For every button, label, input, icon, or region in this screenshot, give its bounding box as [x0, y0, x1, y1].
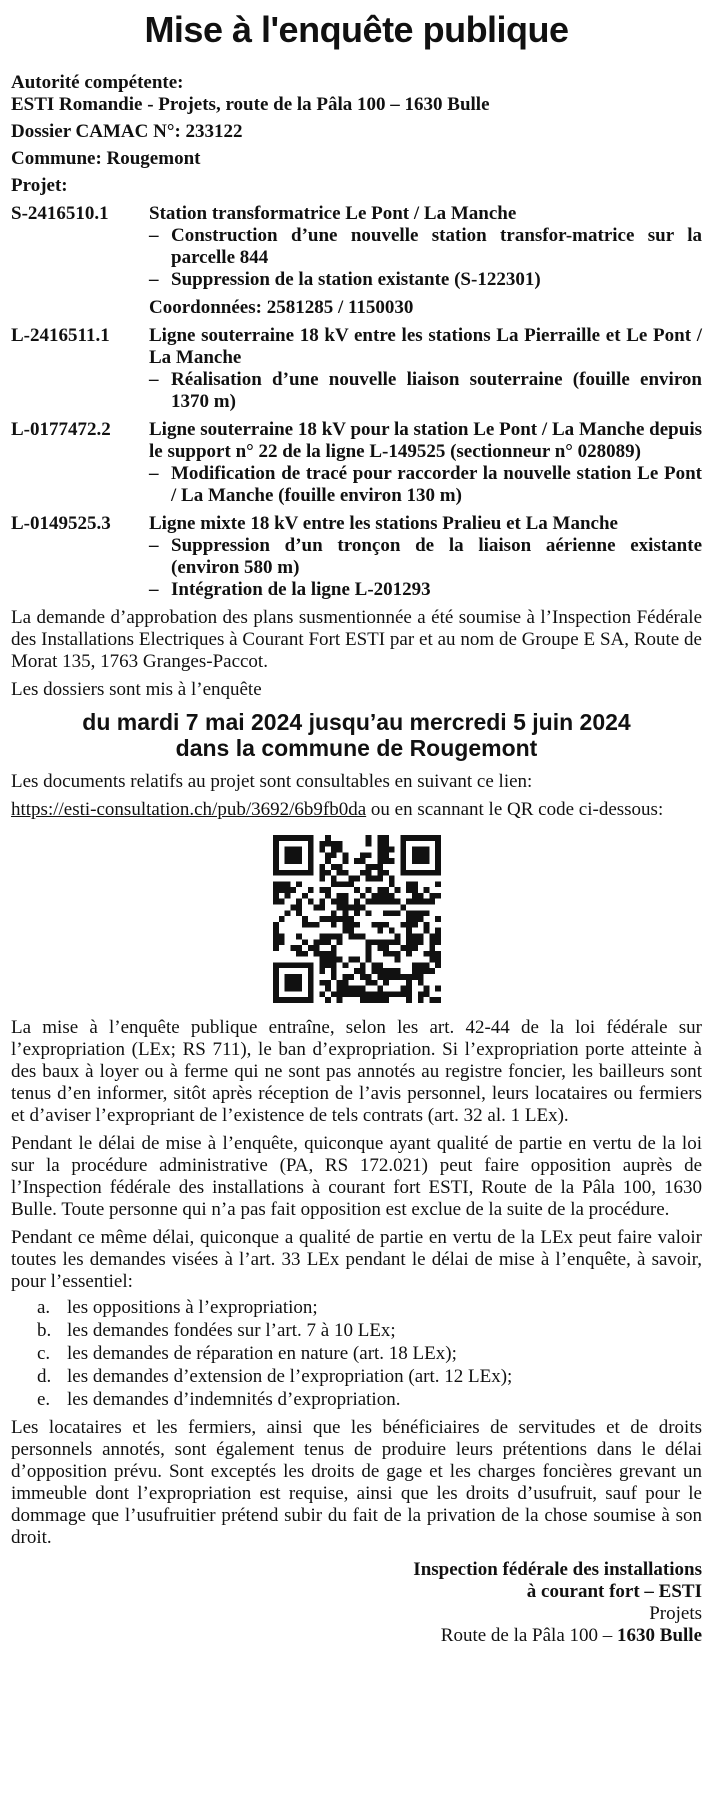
- list-text: les demandes fondées sur l’art. 7 à 10 LEx;: [67, 1320, 396, 1341]
- project-title: Ligne souterraine 18 kV entre les stations La Pierraille et Le Pont / La Manche: [149, 325, 702, 368]
- list-letter: c.: [37, 1343, 51, 1364]
- list-item: [37, 1320, 702, 1342]
- project-item: [11, 325, 702, 413]
- project-bullet: [149, 225, 702, 269]
- project-bullet: [149, 579, 702, 601]
- list-letter: d.: [37, 1366, 52, 1387]
- bullet-dash: –: [149, 369, 159, 390]
- list-text: les oppositions à l’expropriation;: [67, 1297, 318, 1318]
- bullet-text: Suppression de la station existante (S-122301): [171, 269, 541, 290]
- project-title: Ligne mixte 18 kV entre les stations Pralieu et La Manche: [149, 513, 618, 534]
- project-code: S-2416510.1: [11, 203, 109, 224]
- project-body: [149, 325, 702, 413]
- paragraph-link: [11, 799, 702, 821]
- bullet-text: Suppression d’un tronçon de la liaison aérienne existante (environ 580 m): [171, 535, 702, 578]
- bullet-dash: –: [149, 535, 159, 556]
- paragraph-meme-delai: Pendant ce même délai, quiconque a qualité de partie en vertu de la LEx peut faire valoir toutes les demandes visées à l’art. 33 LEx pendant le délai de mise à l’enquête, à savoir, pour l’essentiel:: [11, 1227, 702, 1292]
- bullet-text: Modification de tracé pour raccorder la nouvelle station Le Pont / La Manche (fouille environ 130 m): [171, 463, 702, 506]
- list-letter: b.: [37, 1320, 52, 1341]
- link-suffix: ou en scannant le QR code ci-dessous:: [366, 799, 664, 820]
- bullet-text: Réalisation d’une nouvelle liaison souterraine (fouille environ 1370 m): [171, 369, 702, 412]
- project-code: L-0177472.2: [11, 419, 111, 440]
- qr-code-wrap: [11, 835, 702, 1003]
- project-item: [11, 203, 702, 319]
- list-text: les demandes d’extension de l’expropriation (art. 12 LEx);: [67, 1366, 513, 1387]
- dates-line-2: dans la commune de Rougemont: [175, 735, 538, 761]
- project-code: L-0149525.3: [11, 513, 111, 534]
- list-item: [37, 1389, 702, 1411]
- project-body: [149, 419, 702, 507]
- authority-value: ESTI Romandie - Projets, route de la Pâla 100 – 1630 Bulle: [11, 94, 490, 115]
- paragraph-demande: La demande d’approbation des plans susmentionnée a été soumise à l’Inspection Fédérale des Installations Electriques à Courant Fort ESTI par et au nom de Groupe E SA, Route de Morat 135, 1763 Granges-Paccot.: [11, 607, 702, 672]
- project-title: Station transformatrice Le Pont / La Manche: [149, 203, 517, 224]
- project-body: [149, 203, 702, 319]
- bullet-text: Construction d’une nouvelle station transfor-matrice sur la parcelle 844: [171, 225, 702, 268]
- project-bullet: [149, 269, 702, 291]
- authority-block: [11, 72, 702, 116]
- project-bullet: [149, 463, 702, 507]
- demandes-list: [11, 1297, 702, 1411]
- address-text: Route de la Pâla 100 –: [440, 1625, 618, 1646]
- list-item: [37, 1366, 702, 1388]
- list-item: [37, 1343, 702, 1365]
- signature-line-1: Inspection fédérale des installations: [413, 1559, 702, 1580]
- page-title: Mise à l'enquête publique: [144, 9, 569, 50]
- paragraph-lex: La mise à l’enquête publique entraîne, selon les art. 42-44 de la loi fédérale sur l’expropriation (LEx; RS 711), le ban d’expropriation. Si l’expropriation porte atteinte à des baux à loyer ou à ferme qui ne sont pas annotés au registre foncier, les bailleurs sont tenus d’en informer, sitôt après réception de l’avis personnel, leurs locataires ou fermiers et d’aviser l’expropriant de l’existence de tels contrats (art. 32 al. 1 LEx).: [11, 1017, 702, 1126]
- project-code: L-2416511.1: [11, 325, 110, 346]
- project-item: [11, 513, 702, 601]
- authority-label: Autorité compétente:: [11, 72, 184, 93]
- list-letter: e.: [37, 1389, 51, 1410]
- list-text: les demandes de réparation en nature (art. 18 LEx);: [67, 1343, 457, 1364]
- project-coordinates: Coordonnées: 2581285 / 1150030: [149, 297, 414, 318]
- list-text: les demandes d’indemnités d’expropriation.: [67, 1389, 401, 1410]
- bullet-dash: –: [149, 579, 159, 600]
- projet-label: Projet:: [11, 175, 68, 196]
- list-letter: a.: [37, 1297, 51, 1318]
- signature-block: [11, 1559, 702, 1647]
- bullet-dash: –: [149, 463, 159, 484]
- commune: Commune: Rougemont: [11, 148, 201, 169]
- consultation-link[interactable]: https://esti-consultation.ch/pub/3692/6b9fb0da: [11, 799, 367, 820]
- bullet-text: Intégration de la ligne L-201293: [171, 579, 431, 600]
- list-item: [37, 1297, 702, 1319]
- paragraph-locataires: Les locataires et les fermiers, ainsi que les bénéficiaires de servitudes et de droits personnels annotés, sont également tenus de produire leurs prétentions dans le délai d’opposition prévu. Sont exceptés les droits de gage et les charges foncières grevant un immeuble dont l’expropriation est requise, ainsi que les droits d’usufruit, sauf pour le dommage que l’usufruitier prétend subir du fait de la privation de la chose soumise à son droit.: [11, 1417, 702, 1548]
- project-bullet: [149, 369, 702, 413]
- address-city: 1630 Bulle: [617, 1625, 702, 1646]
- qr-code-icon[interactable]: [273, 835, 441, 1003]
- dates-line-1: du mardi 7 mai 2024 jusqu’au mercredi 5 juin 2024: [82, 709, 631, 735]
- paragraph-opposition: Pendant le délai de mise à l’enquête, quiconque ayant qualité de partie en vertu de la loi sur la procédure administrative (PA, RS 172.021) peut faire opposition auprès de l’Inspection fédérale des installations à courant fort ESTI, Route de la Pâla 100, 1630 Bulle. Toute personne qui n’a pas fait opposition est exclue de la suite de la procédure.: [11, 1133, 702, 1220]
- dossier-number: Dossier CAMAC N°: 233122: [11, 121, 243, 142]
- bullet-dash: –: [149, 225, 159, 246]
- paragraph-dossiers: Les dossiers sont mis à l’enquête: [11, 679, 262, 700]
- project-bullet: [149, 535, 702, 579]
- project-body: [149, 513, 702, 601]
- paragraph-documents: Les documents relatifs au projet sont consultables en suivant ce lien:: [11, 771, 533, 792]
- enquete-dates: [11, 709, 702, 761]
- bullet-dash: –: [149, 269, 159, 290]
- signature-line-2: à courant fort – ESTI: [526, 1581, 702, 1602]
- signature-line-3: Projets: [649, 1603, 702, 1624]
- project-item: [11, 419, 702, 507]
- signature-line-4: [11, 1625, 702, 1647]
- project-title: Ligne souterraine 18 kV pour la station Le Pont / La Manche depuis le support n° 22 de la ligne L-149525 (sectionneur n° 028089): [149, 419, 702, 462]
- projects-list: [11, 203, 702, 601]
